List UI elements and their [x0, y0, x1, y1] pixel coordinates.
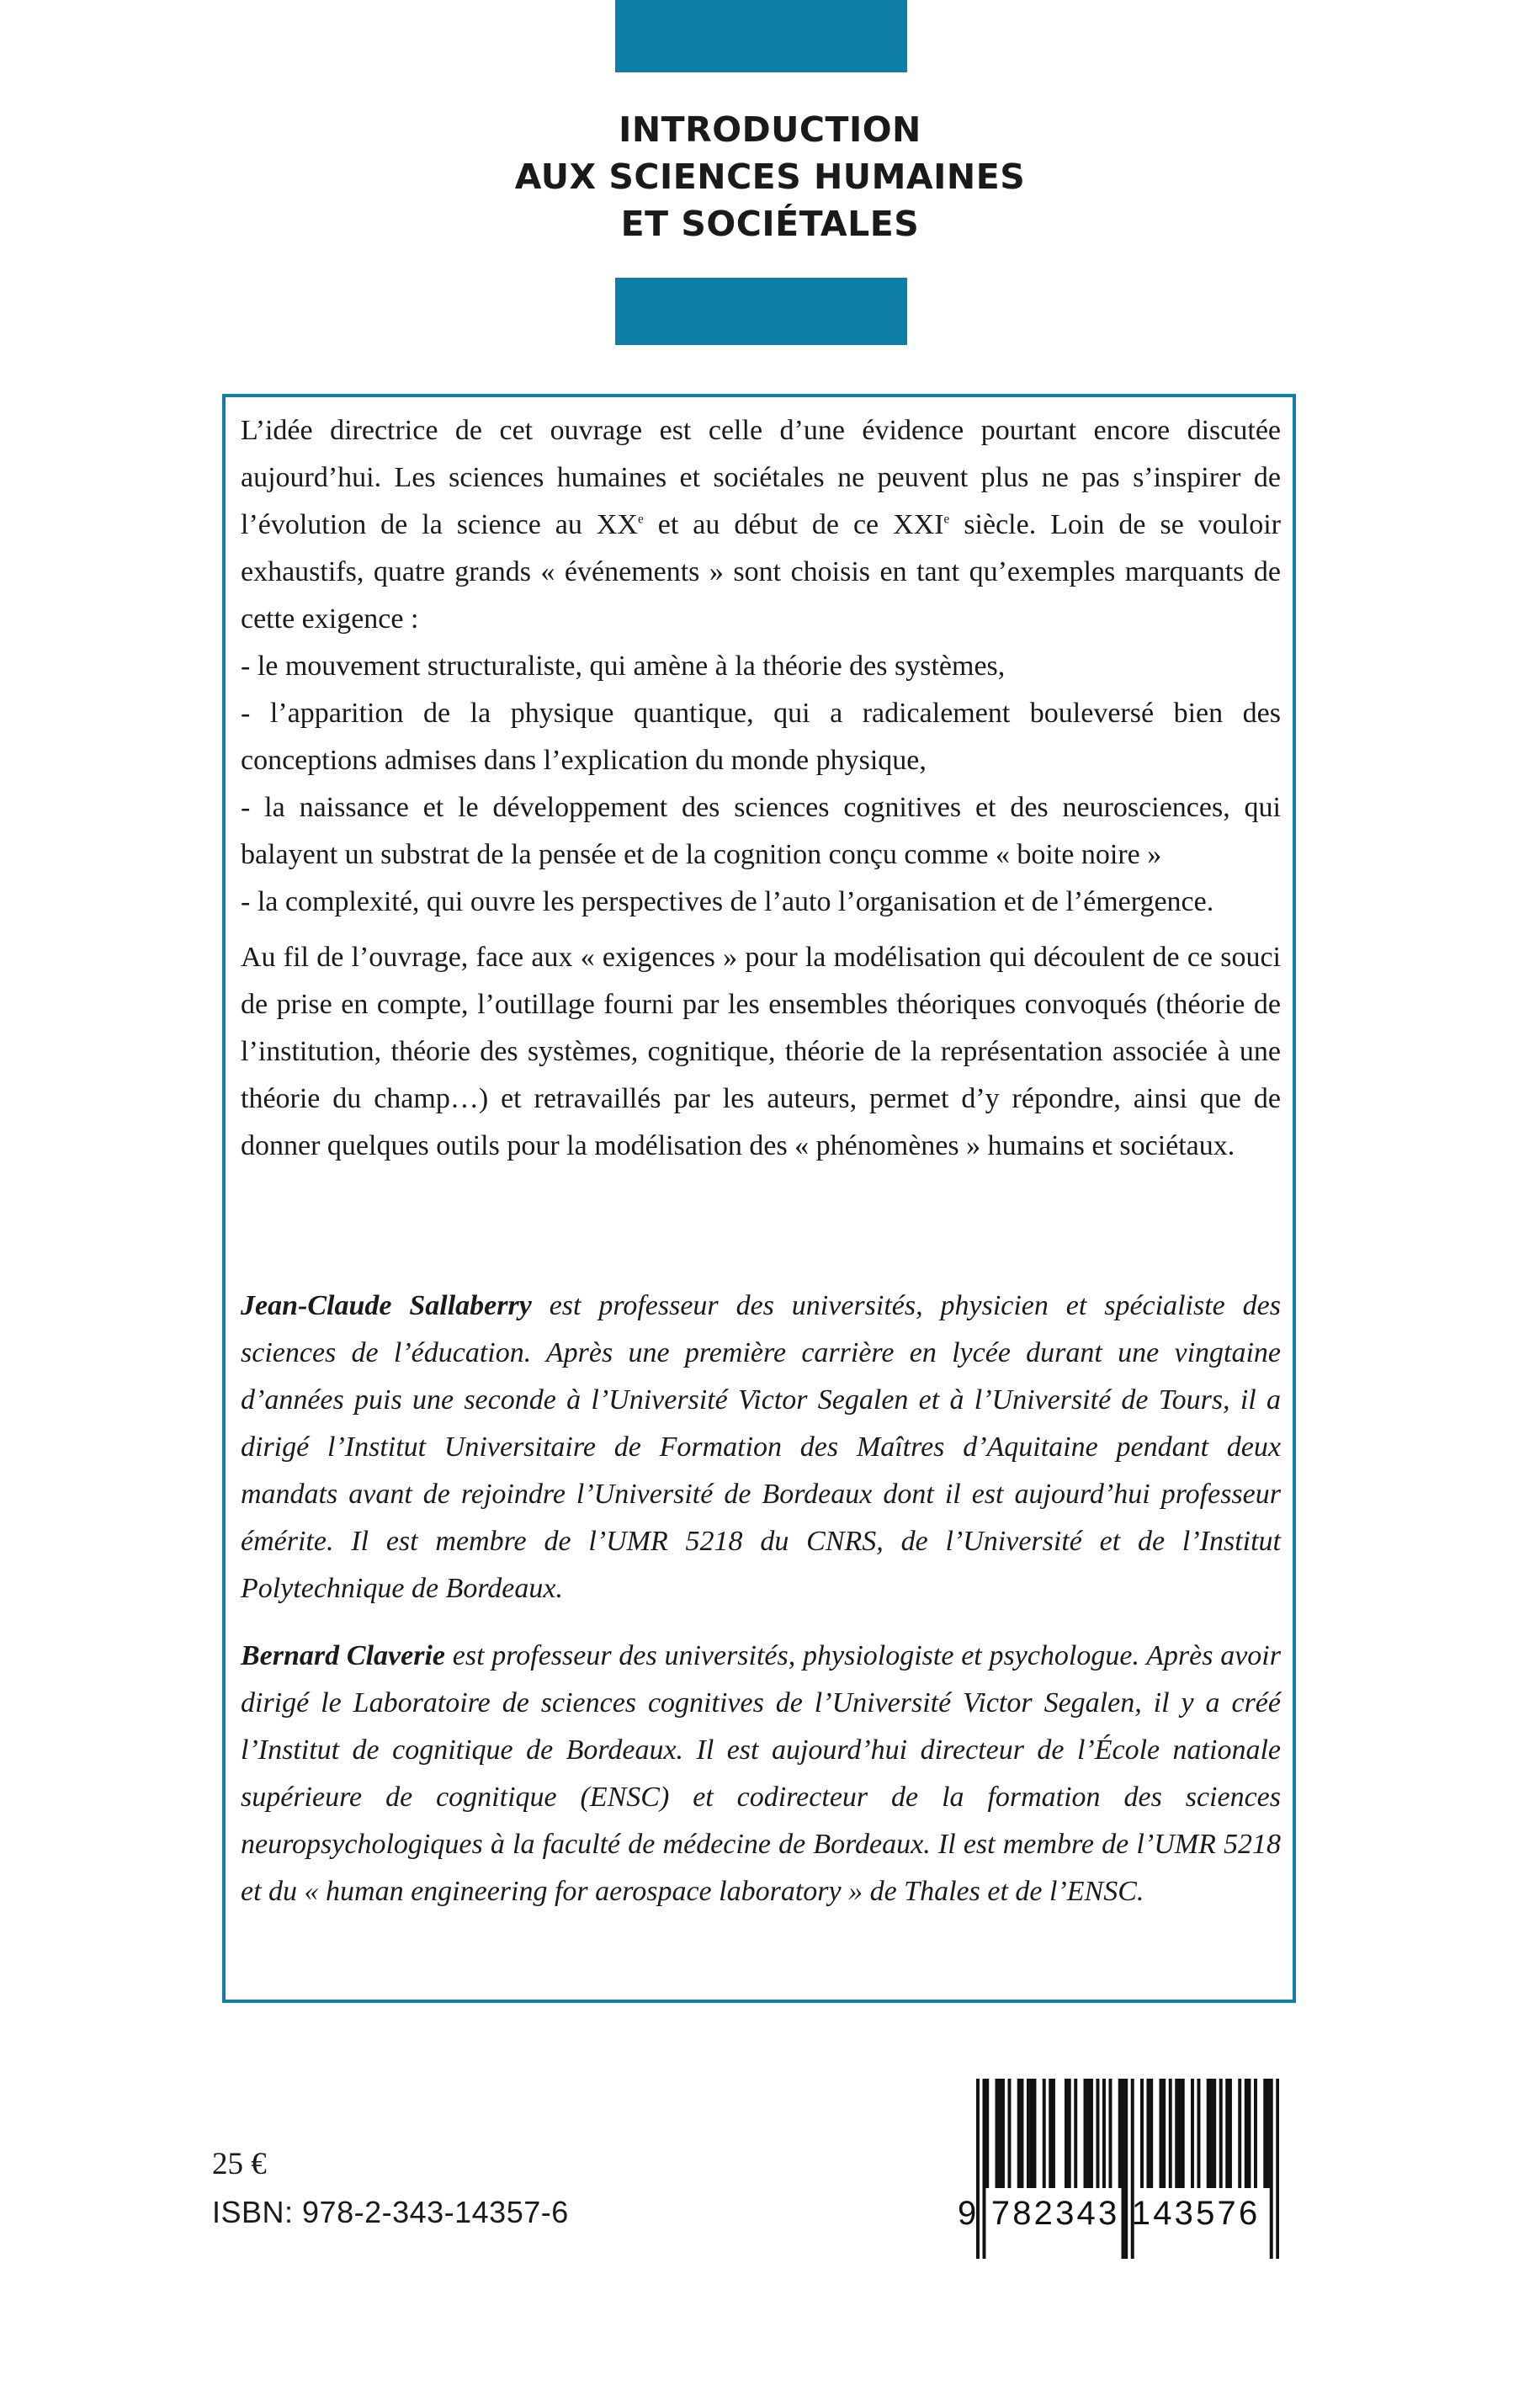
author-bio — [241, 1283, 1281, 1612]
list-item: - la complexité, qui ouvre les perspectives de l’auto l’organisation et de l’émergence. — [241, 886, 1214, 917]
methods-text: Au fil de l’ouvrage, face aux « exigences » pour la modélisation qui découlent de ce souci de prise en compte, l’outillage fourni par les ensembles théoriques convoqués (théorie de l’institution, théorie des systèmes, cognitique, théorie de la représentation associée à une théorie du champ…) et retravaillés par les auteurs, permet d’y répondre, ainsi que de donner quelques outils pour la modélisation des « phénomènes » humains et sociétaux. — [241, 942, 1281, 1161]
series-title — [421, 106, 1119, 247]
intro-text-a: L’idée directrice de cet ouvrage est celle d’une évidence pourtant encore discutée aujourd’hui. Les sciences humaines et sociétales ne peuvent plus ne pas s’inspirer de l’évolution de la science au XX — [241, 415, 1281, 540]
list-item: - l’apparition de la physique quantique, qui a radicalement bouleversé bien des conceptions admises dans l’explication du monde physique, — [241, 698, 1281, 776]
intro-text-b: et au début de ce XXI — [643, 509, 944, 540]
author-bio-text: est professeur des universités, physiologiste et psychologue. Après avoir dirigé le Laboratoire de sciences cognitives de l’Université Victor Segalen, il y a créé l’Institut de cognitique de Bordeaux. Il est aujourd’hui directeur de l’École nationale supérieure de cognitique (ENSC) et codirecteur de la formation des sciences neuropsychologiques à la faculté de médecine de Bordeaux. Il est membre de l’UMR 5218 et du « human engineering for aerospace laboratory » de Thales et de l’ENSC. — [241, 1640, 1281, 1907]
series-title-line-3: ET SOCIÉTALES — [620, 204, 920, 244]
intro-text-c: siècle. Loin de se vouloir exhaustifs, quatre grands « événements » sont choisis en tant qu’exemples marquants de cette exigence : — [241, 509, 1281, 635]
superscript: e — [637, 512, 644, 527]
superscript: e — [943, 512, 950, 527]
series-title-line-1: INTRODUCTION — [619, 109, 921, 150]
series-title-line-2: AUX SCIENCES HUMAINES — [514, 157, 1026, 197]
bottom-accent-bar — [615, 278, 907, 345]
list-item: - la naissance et le développement des sciences cognitives et des neurosciences, qui balayent un substrat de la pensée et de la cognition conçu comme « boite noire » — [241, 792, 1281, 870]
list-item: - le mouvement structuraliste, qui amène à la théorie des systèmes, — [241, 651, 1006, 682]
methods-paragraph — [241, 934, 1281, 1170]
intro-lead — [241, 407, 1281, 643]
author-bio — [241, 1633, 1281, 1915]
author-name: Jean-Claude Sallaberry — [241, 1290, 532, 1321]
author-bio-text: est professeur des universités, physicien et spécialiste des sciences de l’éducation. Après une première carrière en lycée durant une vingtaine d’années puis une seconde à l’Université Victor Segalen et à l’Université de Tours, il a dirigé l’Institut Universitaire de Formation des Maîtres d’Aquitaine pendant deux mandats avant de rejoindre l’Université de Bordeaux dont il est aujourd’hui professeur émérite. Il est membre de l’UMR 5218 du CNRS, de l’Université et de l’Institut Polytechnique de Bordeaux. — [241, 1290, 1281, 1604]
intro-paragraph — [241, 407, 1281, 926]
barcode-digits: 9 782343 143576 — [958, 2195, 1261, 2232]
top-accent-bar — [615, 0, 907, 72]
author-name: Bernard Claverie — [241, 1640, 445, 1671]
price: 25 € — [212, 2147, 267, 2181]
isbn: ISBN: 978-2-343-14357-6 — [212, 2195, 569, 2229]
